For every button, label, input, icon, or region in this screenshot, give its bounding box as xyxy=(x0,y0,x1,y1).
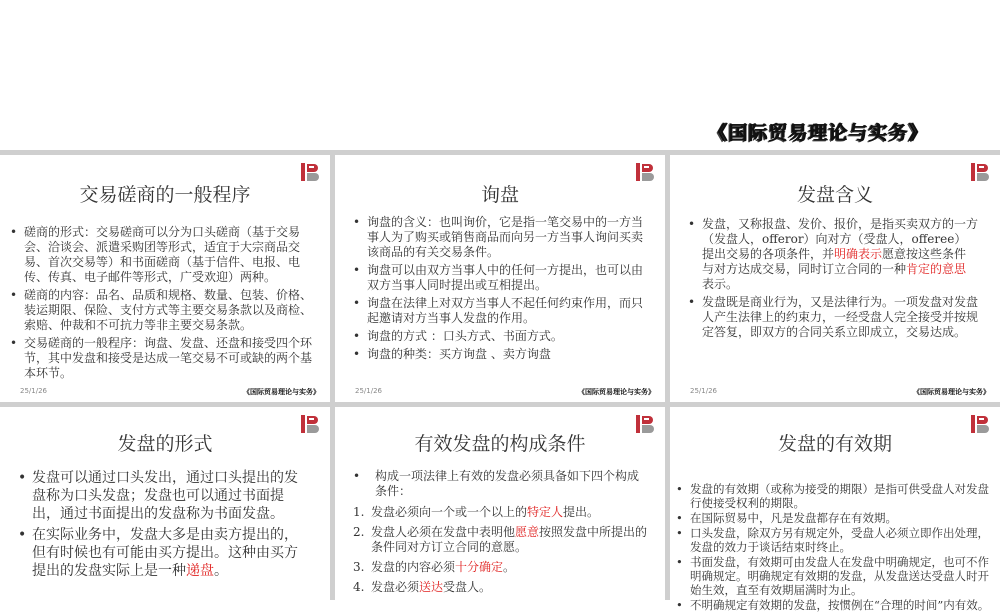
slide-footer: 《国际贸易理论与实务》 xyxy=(913,387,990,396)
bullet-item: • 发盘的有效期（或称为接受的期限）是指可供受盘人对发盘行使接受权利的期限。 xyxy=(676,482,994,510)
slide-thumbnail-5[interactable] xyxy=(335,407,665,600)
highlight-text: 十分确定 xyxy=(455,560,504,574)
top-area xyxy=(0,0,1000,150)
highlight-text: 特定人 xyxy=(527,505,564,519)
highlight-text: 送达 xyxy=(419,580,444,594)
highlight-text: 肯定的意思 xyxy=(906,262,967,276)
slide-body xyxy=(688,217,978,343)
bullet-item: • 磋商的内容：品名、品质和规格、数量、包装、价格、装运期限、保险、支付方式等主要交易条款以及商检、索赔、仲裁和不可抗力等非主要交易条款。 xyxy=(10,288,322,333)
slide-title: 发盘的形式 xyxy=(117,433,213,455)
bullet-item: • 询盘的方式 ：口头方式、书面方式。 xyxy=(353,329,643,344)
numbered-item: 4. 发盘必须送达受盘人。 xyxy=(353,580,492,594)
slide-footer: 《国际贸易理论与实务》 xyxy=(243,387,320,396)
slide-thumbnail-6[interactable] xyxy=(670,407,1000,612)
bullet-item: • 口头发盘，除双方另有规定外，受盘人必须立即作出处理，发盘的效力于谈话结束时终止。 xyxy=(676,526,994,554)
bullet-item: • 交易磋商的一般程序：询盘、发盘、还盘和接受四个环节，其中发盘和接受是达成一笔交易不可或缺的两个基本环节。 xyxy=(10,336,322,381)
slide-footer: 《国际贸易理论与实务》 xyxy=(578,387,655,396)
highlight-text: 明确表示 xyxy=(834,247,883,261)
slide-title: 有效发盘的构成条件 xyxy=(414,433,586,455)
slide-body xyxy=(18,469,308,583)
slide-body xyxy=(353,469,648,600)
slide-date: 25/1/26 xyxy=(355,387,382,395)
slide-date: 25/1/26 xyxy=(690,387,717,395)
slide-title: 交易磋商的一般程序 xyxy=(79,184,251,206)
highlight-text: 愿意 xyxy=(515,525,540,539)
logo-icon xyxy=(300,413,322,435)
bullet-item: • 在国际贸易中，凡是发盘都存在有效期。 xyxy=(676,511,994,525)
numbered-item: 2. 发盘人必须在发盘中表明他愿意按照发盘中所提出的条件同对方订立合同的意愿。 xyxy=(353,525,648,554)
bullet-item: • 询盘的含义：也叫询价，它是指一笔交易中的一方当事人为了购买或销售商品而向另一方当事人询问买卖该商品的有关交易条件。 xyxy=(353,215,643,260)
bullet-item: • 发盘可以通过口头发出，通过口头提出的发盘称为口头发盘；发盘也可以通过书面提出，通过书面提出的发盘称为书面发盘。 xyxy=(18,469,308,523)
bullet-item: • 书面发盘，有效期可由发盘人在发盘中明确规定，也可不作明确规定。明确规定有效期的发盘，从发盘送达受盘人时开始生效，直至有效期届满时为止。 xyxy=(676,555,994,597)
slide-date: 25/1/26 xyxy=(20,387,47,395)
slide-grid xyxy=(0,150,1000,612)
logo-icon xyxy=(635,413,657,435)
slide-thumbnail-1[interactable] xyxy=(0,155,330,402)
bullet-item: • 询盘在法律上对双方当事人不起任何约束作用，而只起邀请对方当事人发盘的作用。 xyxy=(353,296,643,326)
slide-thumbnail-3[interactable] xyxy=(670,155,1000,402)
slide-body xyxy=(676,482,994,613)
logo-icon xyxy=(635,161,657,183)
logo-icon xyxy=(970,413,992,435)
logo-icon xyxy=(970,161,992,183)
bullet-item: • 磋商的形式：交易磋商可以分为口头磋商（基于交易会、洽谈会、派遣采购团等形式，适宜于大宗商品交易、首次交易等）和书面磋商（基于信件、电报、电传、传真、电子邮件等形式，广受欢迎）两种。 xyxy=(10,225,322,285)
slide-thumbnail-4[interactable] xyxy=(0,407,330,600)
bullet-item: • 构成一项法律上有效的发盘必须具备如下四个构成条件： xyxy=(353,469,648,499)
numbered-item: 1. 发盘必须向一个或一个以上的特定人提出。 xyxy=(353,505,600,519)
bullet-item: • 发盘既是商业行为，又是法律行为。一项发盘对发盘人产生法律上的约束力，一经受盘人完全接受并按规定答复，即双方的合同关系立即成立，交易达成。 xyxy=(688,295,978,340)
slide-title: 发盘含义 xyxy=(796,184,873,206)
header-title: 《国际贸易理论与实务》 xyxy=(708,122,929,144)
numbered-item: 3. 发盘的内容必须十分确定。 xyxy=(353,560,516,574)
bullet-item: • 询盘的种类：买方询盘 、卖方询盘 xyxy=(353,347,643,362)
bullet-item: • 询盘可以由双方当事人中的任何一方提出，也可以由双方当事人同时提出或互相提出。 xyxy=(353,263,643,293)
slide-thumbnail-2[interactable] xyxy=(335,155,665,402)
slide-title: 发盘的有效期 xyxy=(777,433,892,455)
slide-body xyxy=(10,225,322,384)
logo-icon xyxy=(300,161,322,183)
bullet-item: • 在实际业务中，发盘大多是由卖方提出的，但有时候也有可能由买方提出。这种由买方提出的发盘实际上是一种递盘。 xyxy=(18,526,308,580)
bullet-item: • 不明确规定有效期的发盘，按惯例在“合理的时间”内有效。 xyxy=(676,598,994,612)
bullet-item: • 发盘，又称报盘、发价、报价，是指买卖双方的一方（发盘人，offeror）向对方（受盘人，offeree）提出交易的各项条件，并明确表示愿意按这些条件与对方达成交易，同时订立合同的一种肯定的意思表示。 xyxy=(688,217,978,292)
slide-title: 询盘 xyxy=(480,184,519,206)
slide-body xyxy=(353,215,643,365)
highlight-text: 递盘 xyxy=(186,563,214,579)
